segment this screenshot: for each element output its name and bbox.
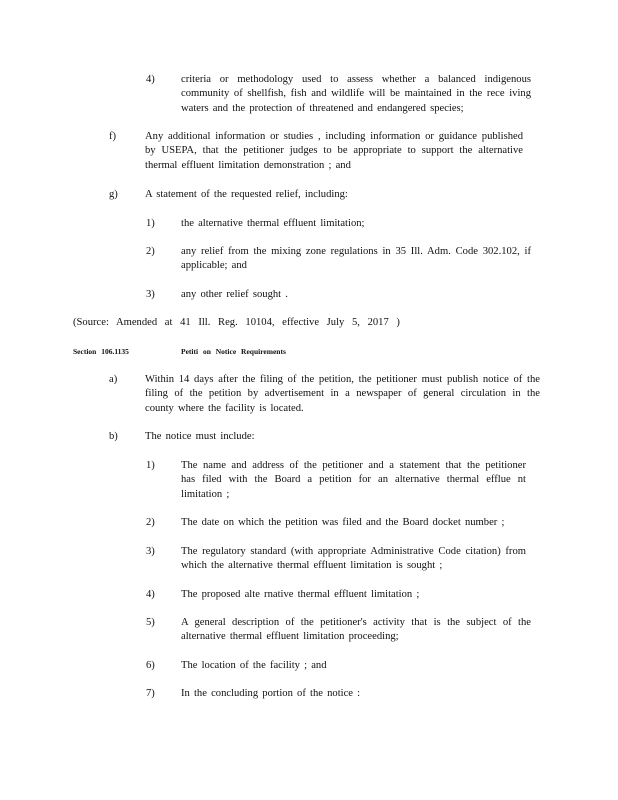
section-number: Section 106.1135 — [73, 347, 129, 356]
item-text: The notice must include: — [145, 431, 255, 442]
item-marker: g) — [109, 189, 118, 200]
item-text: In the concluding portion of the notice : — [181, 688, 361, 699]
item-marker: 2) — [146, 246, 155, 257]
section-title: Petiti on Notice Requirements — [181, 347, 286, 356]
item-marker: 5) — [146, 617, 155, 628]
item-text: A statement of the requested relief, including: — [145, 189, 348, 200]
item-marker: f) — [109, 131, 117, 142]
item-marker: 6) — [146, 660, 155, 671]
item-text: The proposed alte rnative thermal effluent limitation ; — [181, 589, 420, 600]
item-text: any other relief sought . — [181, 289, 288, 300]
item-marker: 1) — [146, 218, 155, 229]
item-text: The regulatory standard (with appropriate Administrative Code citation) from which the alternative thermal effluent limitation is sought ; — [181, 546, 526, 572]
item-marker: 3) — [146, 289, 155, 300]
item-marker: 7) — [146, 688, 155, 699]
item-marker: 3) — [146, 546, 155, 557]
item-text: The name and address of the petitioner and a statement that the petitioner has filed with the Board a petition for an alternative thermal efflue nt limitation ; — [181, 460, 526, 500]
item-marker: a) — [109, 374, 118, 385]
item-text: any relief from the mixing zone regulations in 35 Ill. Adm. Code 302.102, if applicable; and — [181, 246, 531, 272]
item-text: A general description of the petitioner's activity that is the subject of the alternative thermal effluent limitation proceeding; — [181, 617, 531, 643]
item-marker: 2) — [146, 517, 155, 528]
item-text: the alternative thermal effluent limitation; — [181, 218, 365, 229]
item-text: Any additional information or studies , including information or guidance published by USEPA, that the petitioner judges to be appropriate to support the alternative thermal effluent limitation demonstration ; and — [145, 131, 523, 171]
item-marker: 1) — [146, 460, 155, 471]
item-text: The date on which the petition was filed and the Board docket number ; — [181, 517, 505, 528]
item-text: criteria or methodology used to assess whether a balanced indigenous community of shellfish, fish and wildlife will be maintained in the rece iving waters and the protection of threatened and endangered species; — [181, 74, 531, 114]
item-text: The location of the facility ; and — [181, 660, 327, 671]
source-note: (Source: Amended at 41 Ill. Reg. 10104, effective July 5, 2017 ) — [73, 317, 400, 328]
item-text: Within 14 days after the filing of the petition, the petitioner must publish notice of the filing of the petition by advertisement in a newspaper of general circulation in the county where the facility is located. — [145, 374, 540, 414]
item-marker: 4) — [146, 74, 155, 85]
item-marker: b) — [109, 431, 118, 442]
item-marker: 4) — [146, 589, 155, 600]
